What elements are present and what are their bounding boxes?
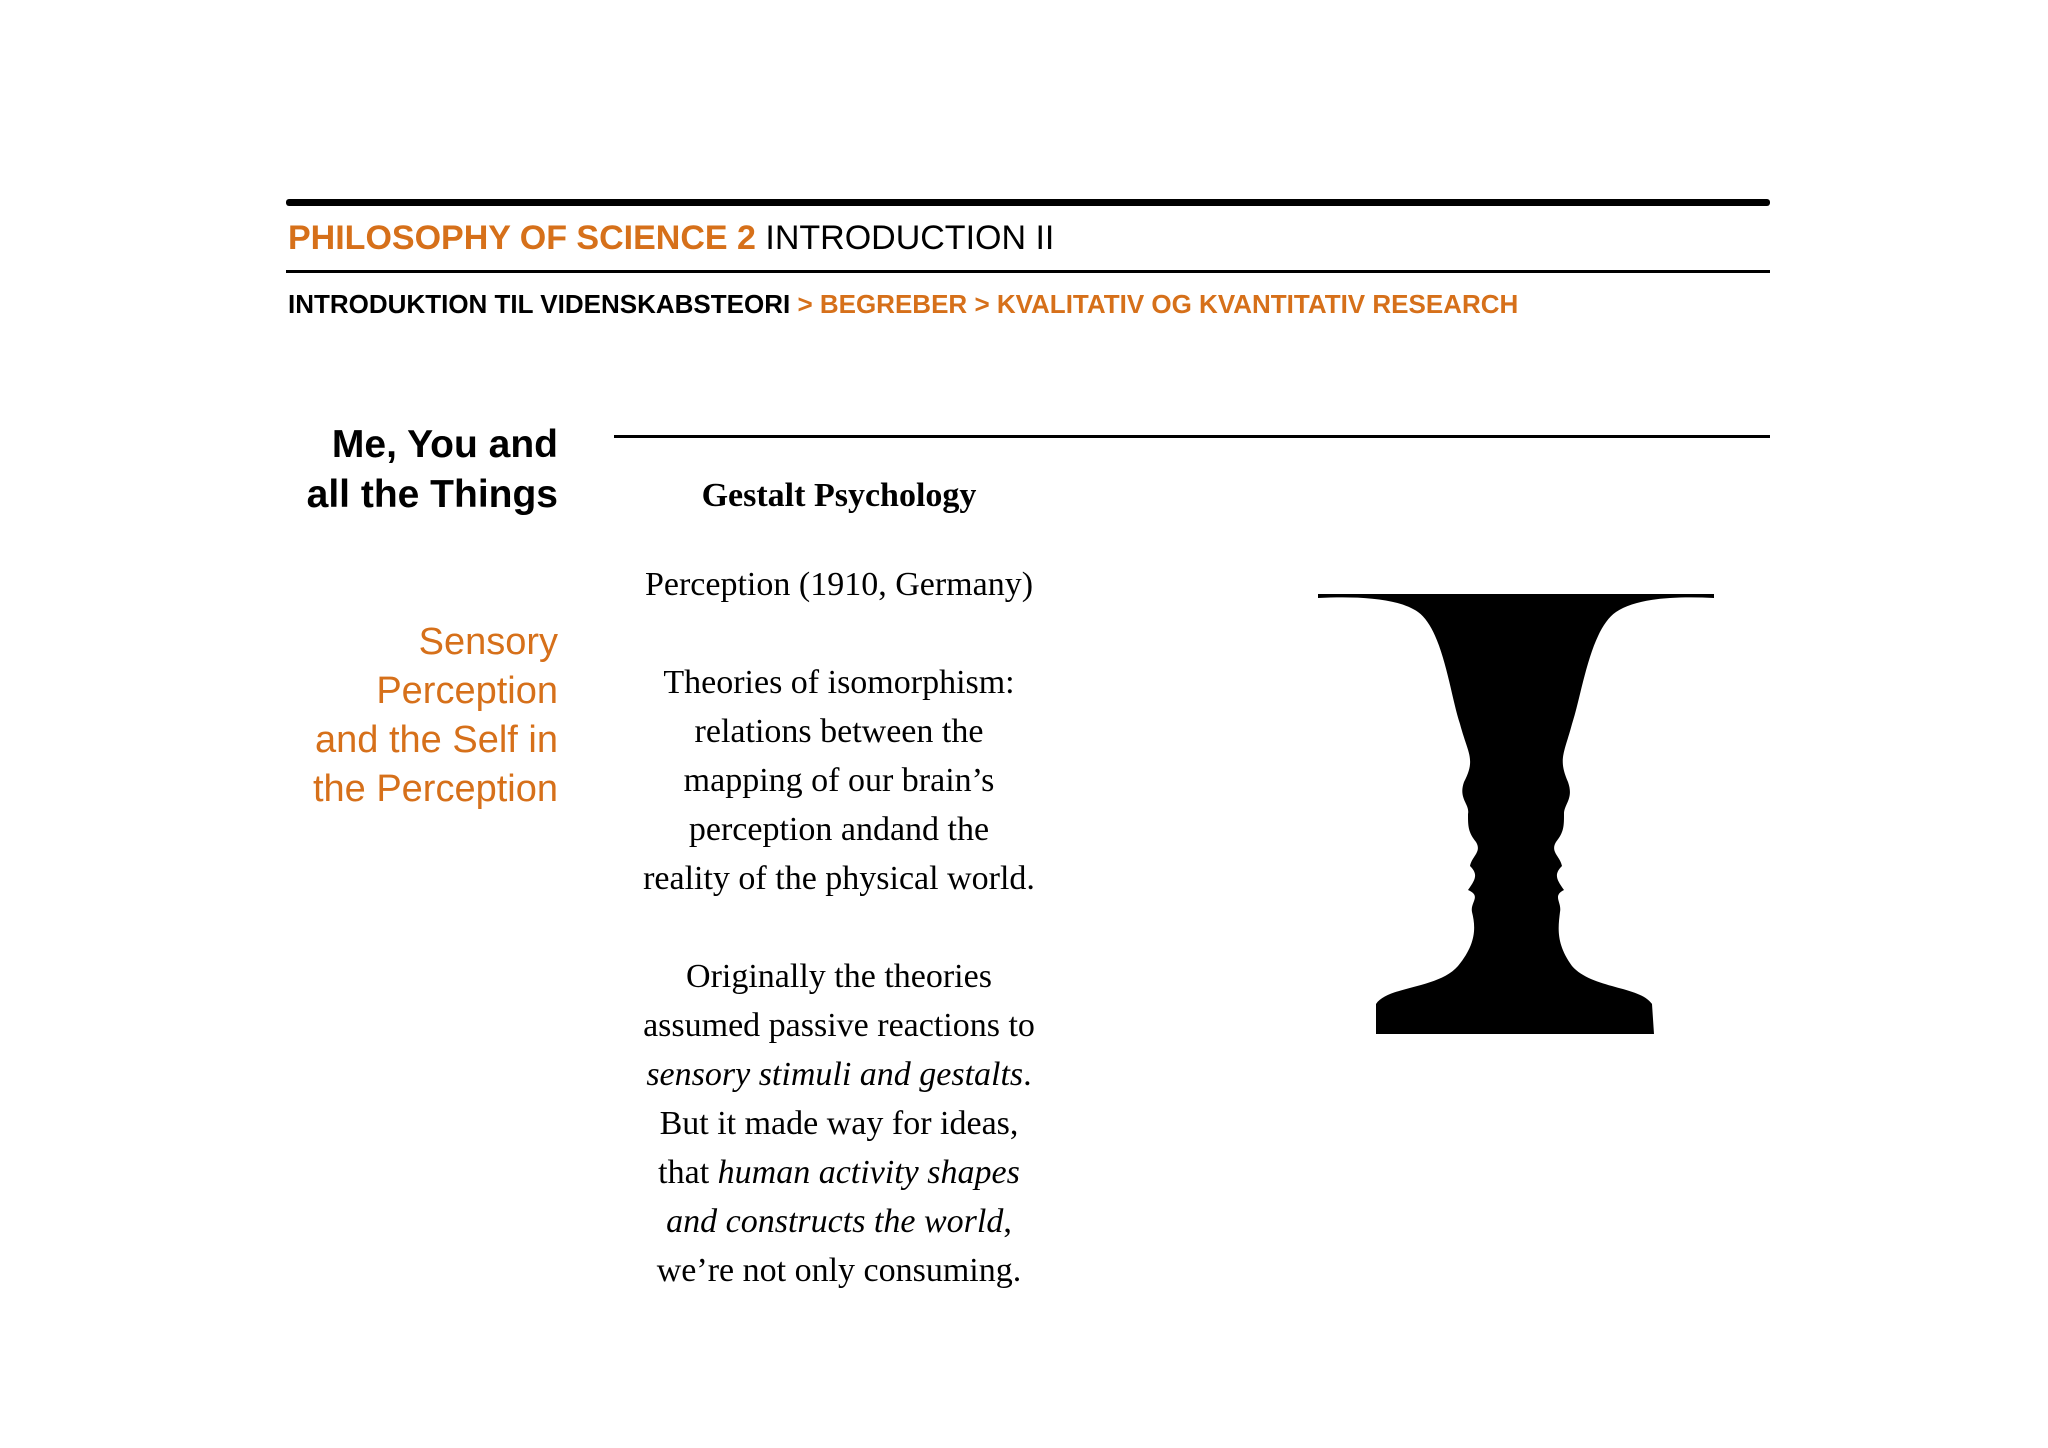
section-subtitle-line: Sensory	[418, 621, 558, 663]
paragraph-line	[574, 1050, 1104, 1099]
paragraph-line: Theories of isomorphism:	[663, 664, 1015, 701]
paragraph-line: But it made way for ideas,	[659, 1105, 1019, 1142]
section-subtitle-line: Perception	[376, 670, 558, 712]
section-title	[280, 420, 558, 520]
punctuation: ,	[1003, 1203, 1012, 1240]
emphasis-text: sensory stimuli and gestalts	[646, 1056, 1024, 1093]
paragraph-line: assumed passive reactions to	[643, 1007, 1035, 1044]
paragraph-line: Perception (1910, Germany)	[644, 566, 1034, 603]
section-title-line: Me, You and	[331, 423, 558, 466]
page-header	[288, 216, 1054, 260]
punctuation: .	[1023, 1056, 1032, 1093]
paragraph-line	[574, 1197, 1104, 1246]
breadcrumb-item-begreber: > BEGREBER	[797, 289, 968, 319]
rubin-vase-icon	[1318, 594, 1716, 1036]
header-top-rule	[286, 199, 1770, 206]
course-title: PHILOSOPHY OF SCIENCE 2	[288, 219, 756, 257]
paragraph-line: perception andand the	[688, 811, 990, 848]
section-title-line: all the Things	[306, 473, 558, 516]
paragraph-line: reality of the physical world.	[643, 860, 1035, 897]
paragraph-theories	[574, 952, 1104, 1295]
content-heading: Gestalt Psychology	[701, 477, 977, 514]
breadcrumb-root: INTRODUKTION TIL VIDENSKABSTEORI	[288, 289, 791, 319]
paragraph-line: Originally the theories	[686, 958, 992, 995]
paragraph-perception	[574, 560, 1104, 609]
lecture-title: INTRODUCTION II	[765, 219, 1055, 257]
emphasis-text: and constructs the world	[666, 1203, 1004, 1240]
section-subtitle-line: and the Self in	[315, 719, 558, 761]
paragraph-line: mapping of our brain’s	[683, 762, 995, 799]
sidebar	[280, 420, 558, 814]
breadcrumb	[288, 287, 1518, 321]
paragraph-isomorphism	[574, 658, 1104, 903]
section-subtitle	[280, 618, 558, 814]
paragraph-line: we’re not only consuming.	[656, 1252, 1022, 1289]
main-content	[574, 470, 1104, 1295]
rubin-vase-figure	[1318, 594, 1716, 1036]
emphasis-text: human activity shapes	[717, 1154, 1020, 1191]
section-subtitle-line: the Perception	[312, 768, 558, 810]
line-lead-text: that	[658, 1154, 718, 1191]
paragraph-line	[574, 1148, 1104, 1197]
content-top-rule	[614, 435, 1770, 438]
paragraph-line: relations between the	[694, 713, 984, 750]
header-bottom-rule	[286, 270, 1770, 273]
breadcrumb-item-research: > KVALITATIV OG KVANTITATIV RESEARCH	[974, 289, 1519, 319]
